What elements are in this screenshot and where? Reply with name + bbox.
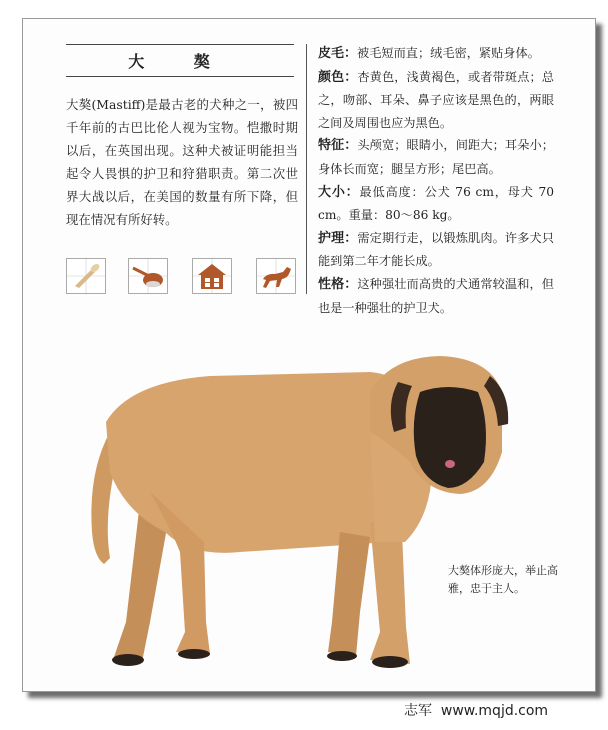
- fact-value: 需定期行走，以锻炼肌肉。许多犬只能到第二年才能长成。: [318, 230, 554, 269]
- fact-value: 被毛短而直；绒毛密，紧贴身体。: [357, 46, 540, 60]
- house-icon: [192, 258, 232, 294]
- fact-value: 头颅宽；眼睛小，间距大；耳朵小；身体长而宽；腿呈方形；尾巴高。: [318, 138, 554, 176]
- fact-label: 皮毛：: [318, 46, 358, 61]
- watermark-footer: 志军 www.mqjd.com: [404, 703, 549, 719]
- title-top-rule: [66, 44, 294, 45]
- intro-paragraph: 大獒(Mastiff)是最古老的犬种之一，被四千年前的古巴比伦人视为宝物。恺撒时期以后，在英国出现。这种犬被证明能担当起令人畏惧的护卫和狩猎职责。第二次世界大战以后，在美国的数量有所下降，但现在情况有所好转。: [66, 97, 298, 227]
- fact-temperament: [318, 273, 554, 319]
- fact-label: 护理：: [318, 230, 358, 246]
- fact-color: [318, 66, 554, 135]
- food-bowl-icon: [128, 258, 168, 294]
- care-icons: [66, 258, 298, 294]
- column-divider: [306, 44, 307, 294]
- fact-label: 特征：: [318, 138, 358, 154]
- title-bottom-rule: [66, 76, 294, 77]
- photo-caption: 大獒体形庞大，举止高雅，忠于主人。: [448, 564, 558, 595]
- fact-value: 杏黄色，浅黄褐色，或者带斑点；总之，吻部、耳朵、鼻子应该是黑色的，两眼之间及周围也应为黑色。: [318, 69, 554, 130]
- breed-title: 大 獒: [128, 52, 232, 71]
- mastiff-photo: [70, 352, 520, 682]
- fact-label: 大小：: [318, 184, 360, 200]
- running-dog-icon: [256, 258, 296, 294]
- fact-size: [318, 181, 554, 227]
- fact-features: [318, 134, 554, 180]
- brush-icon: [66, 258, 106, 294]
- fact-value: 这种强壮而高贵的犬通常较温和，但也是一种强壮的护卫犬。: [318, 276, 554, 315]
- facts-list: [318, 42, 554, 319]
- fact-coat: [318, 42, 554, 66]
- fact-value: 最低高度：公犬 76 cm，母犬 70 cm。重量：80～86 kg。: [318, 184, 554, 223]
- fact-label: 颜色：: [318, 69, 358, 85]
- fact-label: 性格：: [318, 276, 358, 292]
- fact-care: [318, 227, 554, 273]
